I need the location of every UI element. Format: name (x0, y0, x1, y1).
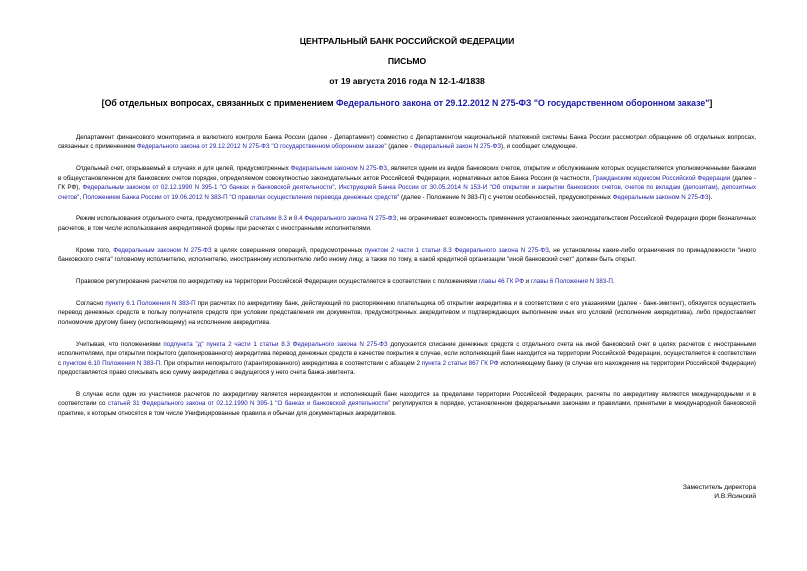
body-paragraph (58, 277, 756, 286)
document-link[interactable]: Федеральный закон N 275-ФЗ (413, 143, 501, 151)
text-run: допускается списание денежных средств с отдельного счета на иной банковский счет в целях расчетов с иностранными исполнителями, при открытии покрытого (депонированного) аккредитива перевод денежных средств в качестве покрытия в случае, если исполняющий банк находится на территории Российской Федерации, осуществляется в соответствии с (58, 340, 756, 367)
text-run: ), и сообщает следующее. (501, 143, 578, 151)
text-run: Кроме того, (76, 246, 114, 254)
document-link[interactable]: Федеральным законом от 02.12.1990 N 395-1 "О банках и банковской деятельности" (82, 184, 335, 192)
body-paragraph (58, 214, 756, 233)
text-run: Отдельный счет, открываемый в случаях и для целей, предусмотренных (76, 165, 291, 173)
text-run: , не установлены какие-либо ограничения по принадлежности "иного банковского счета" головному исполнителю, исполнителю, иностранному исполнителю либо иному лицу, а также по тому, в какой кредитной организации "иной банковский счет" должен быть открыт. (58, 246, 757, 264)
document-link[interactable]: Федерального закона от 29.12.2012 N 275-ФЗ "О государственном оборонном заказе" (136, 143, 387, 151)
text-run: регулируются в порядке, установленном федеральными законами и правилами, принятыми в международной банковской практике, к которым относятся в том числе Унифицированные правила и обычаи для документарных аккредитивов. (58, 400, 756, 417)
document-link[interactable]: главы 46 ГК РФ (478, 278, 524, 286)
document-link[interactable]: главы 6 Положения N 383-П (530, 278, 613, 286)
text-run: Учитывая, что положениями (76, 340, 164, 348)
text-run: . (612, 278, 615, 286)
body-paragraph (58, 164, 756, 202)
signatory-position: Заместитель директора (682, 484, 756, 491)
body-paragraph (58, 246, 756, 265)
body-paragraph (58, 390, 756, 418)
text-run: Правовое регулирование расчетов по аккредитиву на территории Российской Федерации осуществляется в соответствии с положениями (76, 278, 479, 286)
doc-date-number: от 19 августа 2016 года N 12-1-4/1838 (329, 76, 485, 86)
text-run: (далее - Положение N 383-П) с учетом особенностей, предусмотренных (399, 193, 613, 201)
document-link[interactable]: Федеральным законом N 275-ФЗ (113, 246, 212, 254)
text-run: Согласно (76, 299, 106, 307)
document-link[interactable]: подпункта "д" пункта 2 части 1 статьи 8.3 Федерального закона N 275-ФЗ (163, 340, 388, 348)
text-run: [Об отдельных вопросах, связанных с применением (101, 98, 336, 108)
body-paragraph (58, 340, 756, 378)
text-run: , является одним из видов банковских счетов, открытие и обслуживание которых осуществляется уполномоченными банками в общеустановленном для банковских счетов порядке, определяемом совокупностью законодательных актов Российской Федерации, нормативных актов Банка России (в частности, (58, 165, 756, 182)
body-paragraph (58, 133, 756, 152)
document-link[interactable]: Федерального закона от 29.12.2012 N 275-ФЗ "О государственном оборонном заказе" (335, 98, 710, 108)
document-link[interactable]: статьей 31 Федерального закона от 02.12.1990 N 395-1 "О банках и банковской деятельности" (107, 400, 391, 408)
text-run: В случае если один из участников расчетов по аккредитиву является нерезидентом и исполняющий банк находится за пределами территории Российской Федерации, расчеты по аккредитиву являются международными и в соответствии со (58, 390, 756, 408)
text-run: ). (708, 193, 713, 201)
text-run: и (523, 278, 531, 286)
doc-subject (58, 98, 756, 109)
text-run: , не ограничивает возможность применения установленных законодательством Российской Федерации форм безналичных расчетов, в том числе использования аккредитивной формы при расчетах с иностранными исполнителями. (58, 215, 757, 232)
letter-body (58, 133, 756, 418)
text-run: Режим использования отдельного счета, предусмотренный (76, 215, 250, 223)
text-run: ] (709, 98, 713, 108)
signature-block (683, 483, 756, 502)
document-link[interactable]: пунктом 2 части 1 статьи 8.3 Федерального закона N 275-ФЗ (364, 246, 549, 254)
document-link[interactable]: Инструкцией Банка России от 30.05.2014 N 153-И "Об открытии и закрытии банковских счетов, счетов по вкладам (депозитам), депозитных счетов" (58, 184, 757, 201)
body-paragraph (58, 299, 756, 327)
doc-type: ПИСЬМО (387, 56, 427, 66)
text-run: (далее - (386, 143, 414, 151)
text-run: Департамент финансового мониторинга и валютного контроля Банка России (далее - Департамент) совместно с Департаментом национальной платежной системы Банка России рассмотрел обращение об отдельных вопросах, связанных с применением (58, 134, 756, 151)
document-link[interactable]: Гражданским кодексом Российской Федерации (592, 174, 731, 182)
document-link[interactable]: 8.4 Федерального закона N 275-ФЗ (293, 215, 397, 223)
document-link[interactable]: Федеральным законом N 275-ФЗ (612, 193, 709, 201)
text-run: исполняющему банку (в случае его нахождения на территории Российской Федерации) предоставляется право списывать всю сумму аккредитива с ведущегося у него счета банка-эмитента. (58, 359, 756, 376)
text-run: , (334, 184, 339, 192)
document-link[interactable]: пунктом 6.10 Положения N 383-П (62, 359, 161, 367)
text-run: и (286, 215, 294, 223)
org-name: ЦЕНТРАЛЬНЫЙ БАНК РОССИЙСКОЙ ФЕДЕРАЦИИ (299, 36, 515, 46)
document-link[interactable]: Положением Банка России от 19.06.2012 N 383-П "О правилах осуществления перевода денежных средств" (82, 193, 400, 201)
document-link[interactable]: пункту 6.1 Положения N 383-П (105, 299, 196, 307)
text-run: . При открытии непокрытого (гарантированного) аккредитива в соответствии с абзацем 2 (160, 359, 422, 367)
signatory-name: И.В.Ясинский (714, 493, 756, 501)
document-link[interactable]: пункта 2 статьи 867 ГК РФ (421, 359, 499, 367)
text-run: в целях совершения операций, предусмотренных (211, 246, 365, 254)
text-run: (далее - ГК РФ), (58, 174, 756, 192)
text-run: , (79, 193, 83, 201)
document-link[interactable]: статьями 8.3 (249, 215, 287, 223)
document-link[interactable]: Федеральным законом N 275-ФЗ (290, 165, 388, 173)
text-run: при расчетах по аккредитиву банк, действующий по распоряжению плательщика об открытии аккредитива и в соответствии с его указаниями (далее - банк-эмитент), обязуется осуществить перевод денежных средств в пользу получателя средств при условии представления им документов, предусмотренных аккредитивом и подтверждающих выполнение иных его условий (исполнение аккредитива), либо предоставляет полномочие другому банку (исполняющему) на исполнение аккредитива. (58, 299, 756, 326)
